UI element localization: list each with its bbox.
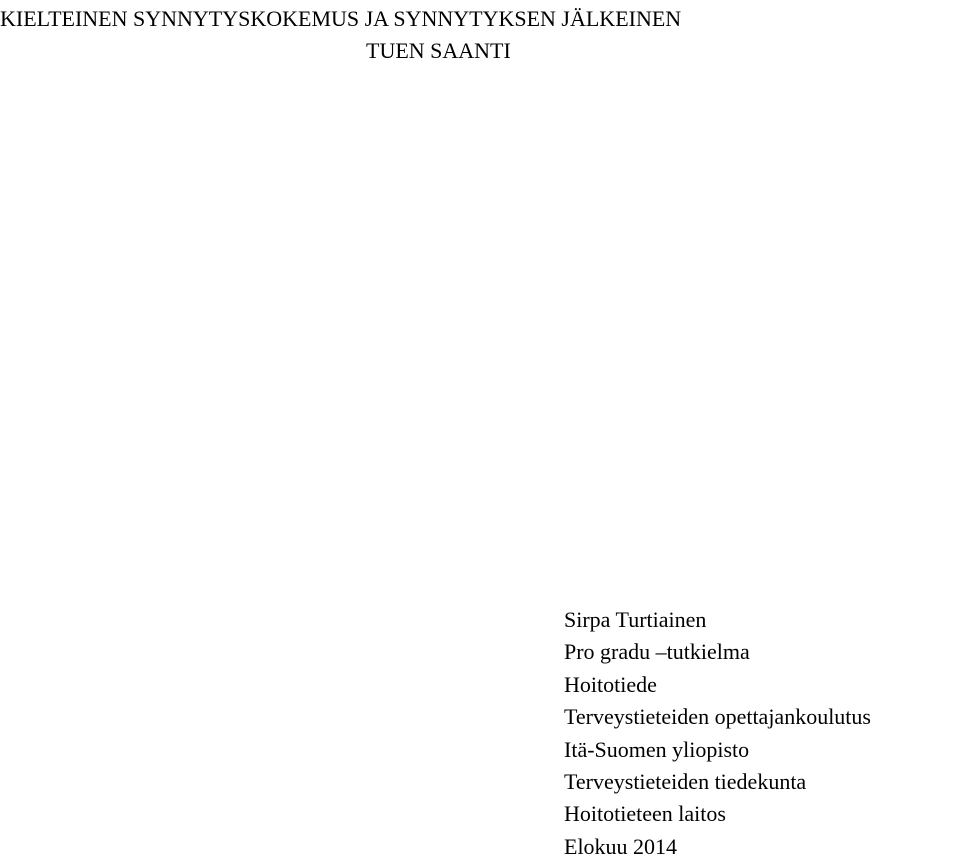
publication-date: Elokuu 2014 [564,833,678,859]
faculty: Terveystieteiden tiedekunta [564,769,807,795]
document-title [0,3,930,67]
title-line-2: TUEN SAANTI [366,38,511,63]
university: Itä-Suomen yliopisto [564,736,750,762]
department: Hoitotieteen laitos [564,801,726,827]
major-subject: Hoitotiede [564,671,657,697]
thesis-type: Pro gradu –tutkielma [564,639,750,665]
title-line-1: KIELTEINEN SYNNYTYSKOKEMUS JA SYNNYTYKSEN JÄLKEINEN [0,6,682,31]
degree-programme: Terveystieteiden opettajankoulutus [564,704,871,730]
thesis-details [564,604,960,863]
author-name: Sirpa Turtiainen [564,607,707,632]
